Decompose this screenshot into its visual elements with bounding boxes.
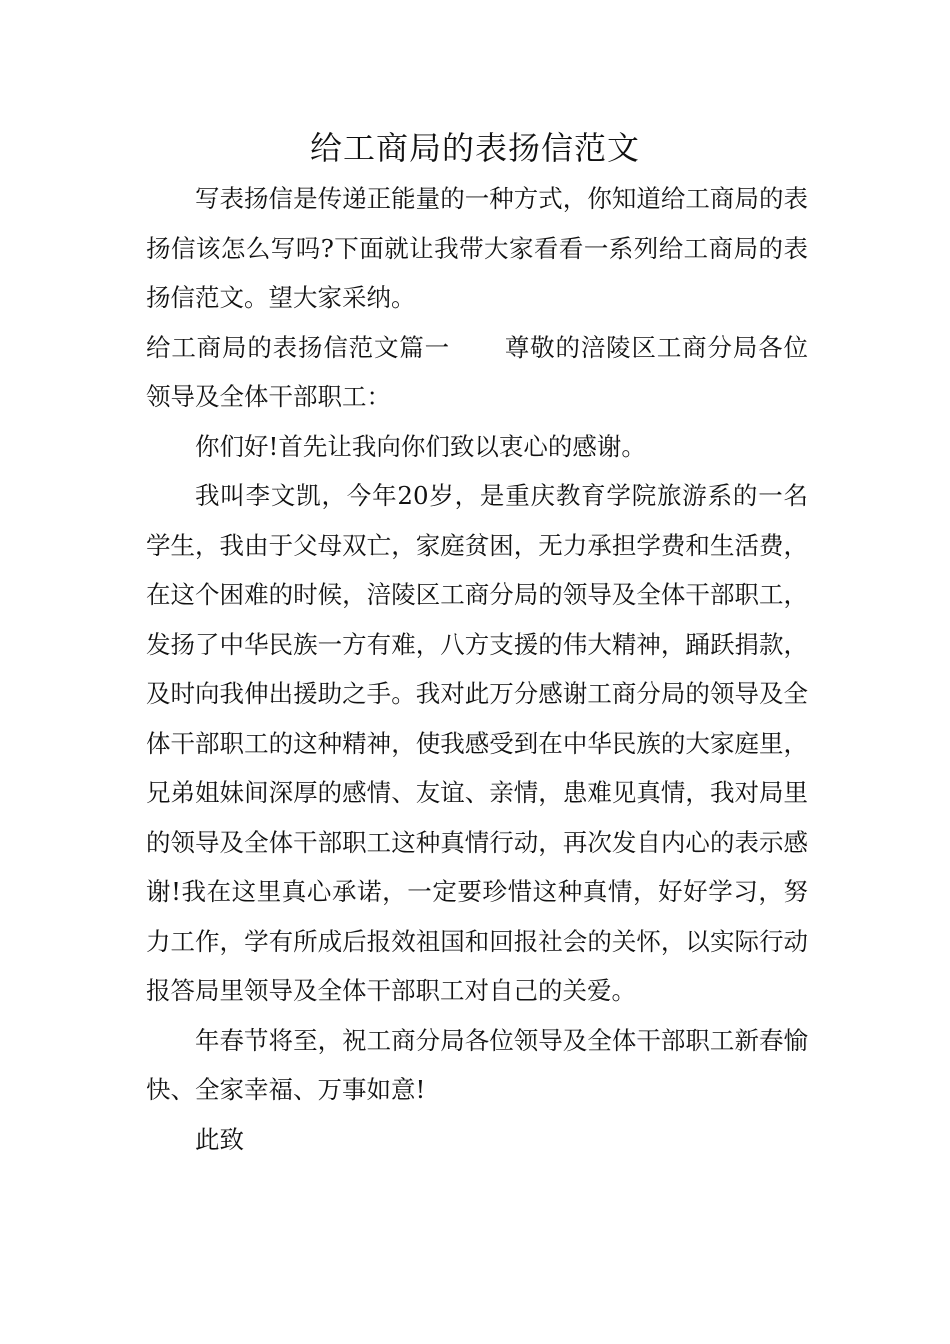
closing-line: 此致: [195, 1124, 244, 1154]
main-paragraph: 我叫李文凯，今年20岁，是重庆教育学院旅游系的一名学生，我由于父母双亡，家庭贫困，无力承担学费和生活费，在这个困难的时候，涪陵区工商分局的领导及全体干部职工，发扬了中华民族一方有难，八方支援的伟大精神，踊跃捐款，及时向我伸出援助之手。我对此万分感谢工商分局的领导及全体干部职工的这种精神，使我感受到在中华民族的大家庭里，兄弟姐妹间深厚的感情、友谊、亲情，患难见真情，我对局里的领导及全体干部职工这种真情行动，再次发自内心的表示感谢!我在这里真心承诺，一定要珍惜这种真情，好好学习，努力工作，学有所成后报效祖国和回报社会的关怀，以实际行动报答局里领导及全体干部职工对自己的关爱。: [146, 481, 808, 1005]
section-heading: 给工商局的表扬信范文篇一: [146, 332, 450, 362]
document-body: [146, 174, 808, 1164]
document-title: 给工商局的表扬信范文: [309, 129, 640, 167]
greeting-paragraph: 你们好!首先让我向你们致以衷心的感谢。: [195, 431, 646, 461]
letter-heading-line: [146, 323, 808, 422]
intro-paragraph: 写表扬信是传递正能量的一种方式，你知道给工商局的表扬信该怎么写吗?下面就让我带大家看看一系列给工商局的表扬信范文。望大家采纳。: [146, 184, 808, 312]
wishes-paragraph: 年春节将至，祝工商分局各位领导及全体干部职工新春愉快、全家幸福、万事如意!: [146, 1025, 808, 1104]
salutation: 尊敬的涪陵区工商分局各位领导及全体干部职工：: [146, 332, 808, 411]
